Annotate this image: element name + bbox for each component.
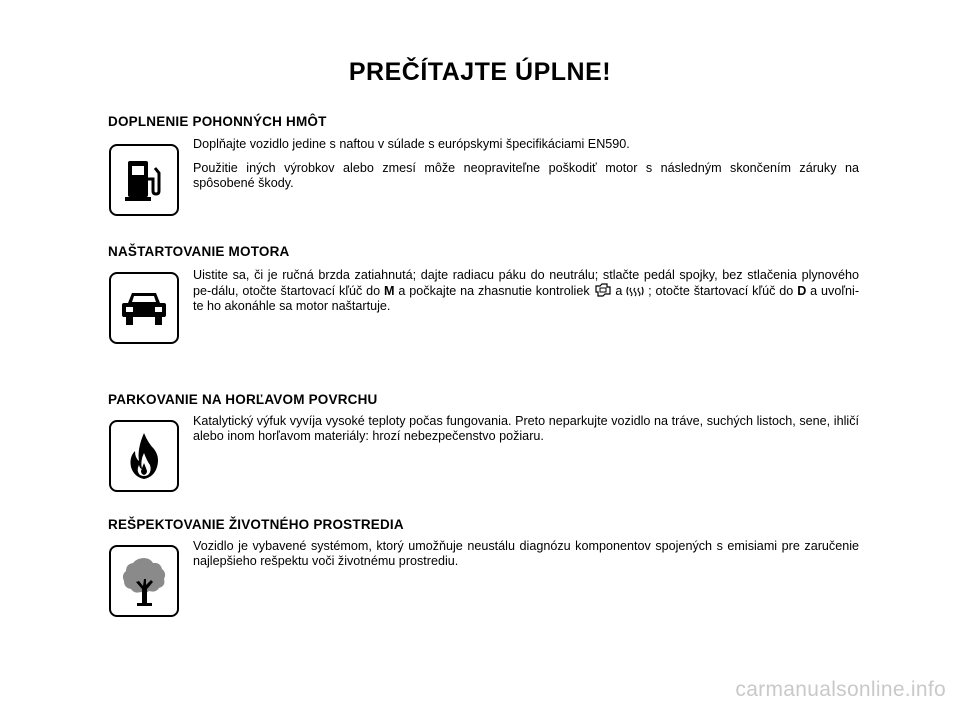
engine-text-and: a [615, 284, 623, 298]
fuel-icon-box [109, 144, 179, 216]
page-title: PREČÍTAJTE ÚPLNE! [348, 58, 612, 86]
parking-paragraph: Katalytický výfuk vyvíja vysoké teploty počas fungovania. Preto neparkujte vozidlo na tráve, suchých listoch, sene, ihličí alebo inom horľavom materiály: hrozí nebezpečenstvo požiaru. [193, 414, 859, 443]
engine-paragraph [193, 268, 859, 314]
tree-icon [120, 555, 168, 607]
parking-icon-box [109, 420, 179, 492]
fuel-paragraph-2: Použitie iných výrobkov alebo zmesí môže neopraviteľne poškodiť motor s následným skončením záruky na spôsobené škody. [193, 161, 859, 190]
engine-warning-light-icon [594, 283, 612, 297]
section-heading-fuel: DOPLNENIE POHONNÝCH HMÔT [108, 114, 327, 129]
section-heading-environment: REŠPEKTOVANIE ŽIVOTNÉHO PROSTREDIA [108, 517, 404, 532]
engine-text-3: ; otočte štartovací kľúč do [648, 284, 794, 298]
section-heading-parking: PARKOVANIE NA HORĽAVOM POVRCHU [108, 392, 378, 407]
flame-icon [126, 431, 162, 481]
fuel-pump-icon [122, 157, 166, 203]
section-heading-engine-start: NAŠTARTOVANIE MOTORA [108, 244, 290, 259]
section-text-parking [193, 414, 859, 453]
car-front-icon [119, 288, 169, 328]
engine-icon-box [109, 272, 179, 344]
engine-text-4: a uvoľni-te ho akonáhle sa motor naštartuje. [193, 284, 860, 313]
section-text-engine-start [193, 268, 859, 323]
key-position-d: D [797, 284, 807, 298]
section-text-fuel [193, 137, 859, 200]
engine-text-1: Uistite sa, či je ručná brzda zatiahnutá; dajte radiacu páku do neutrálu; stlačte pedál spojky, bez stlačenia plynového pe-dálu, otočte štartovací kľúč do [193, 268, 859, 298]
engine-text-2: a počkajte na zhasnutie kontroliek [398, 284, 590, 298]
fuel-paragraph-1: Doplňajte vozidlo jedine s naftou v súlade s európskymi špecifikáciami EN590. [193, 137, 630, 151]
environment-icon-box [109, 545, 179, 617]
key-position-m: M [384, 284, 395, 298]
watermark: carmanualsonline.info [735, 678, 946, 701]
glow-plug-light-icon [626, 285, 644, 297]
environment-paragraph: Vozidlo je vybavené systémom, ktorý umožňuje neustálu diagnózu komponentov spojených s emisiami pre zaručenie najlepšieho rešpektu voči životnému prostrediu. [193, 539, 859, 568]
section-text-environment [193, 539, 859, 578]
